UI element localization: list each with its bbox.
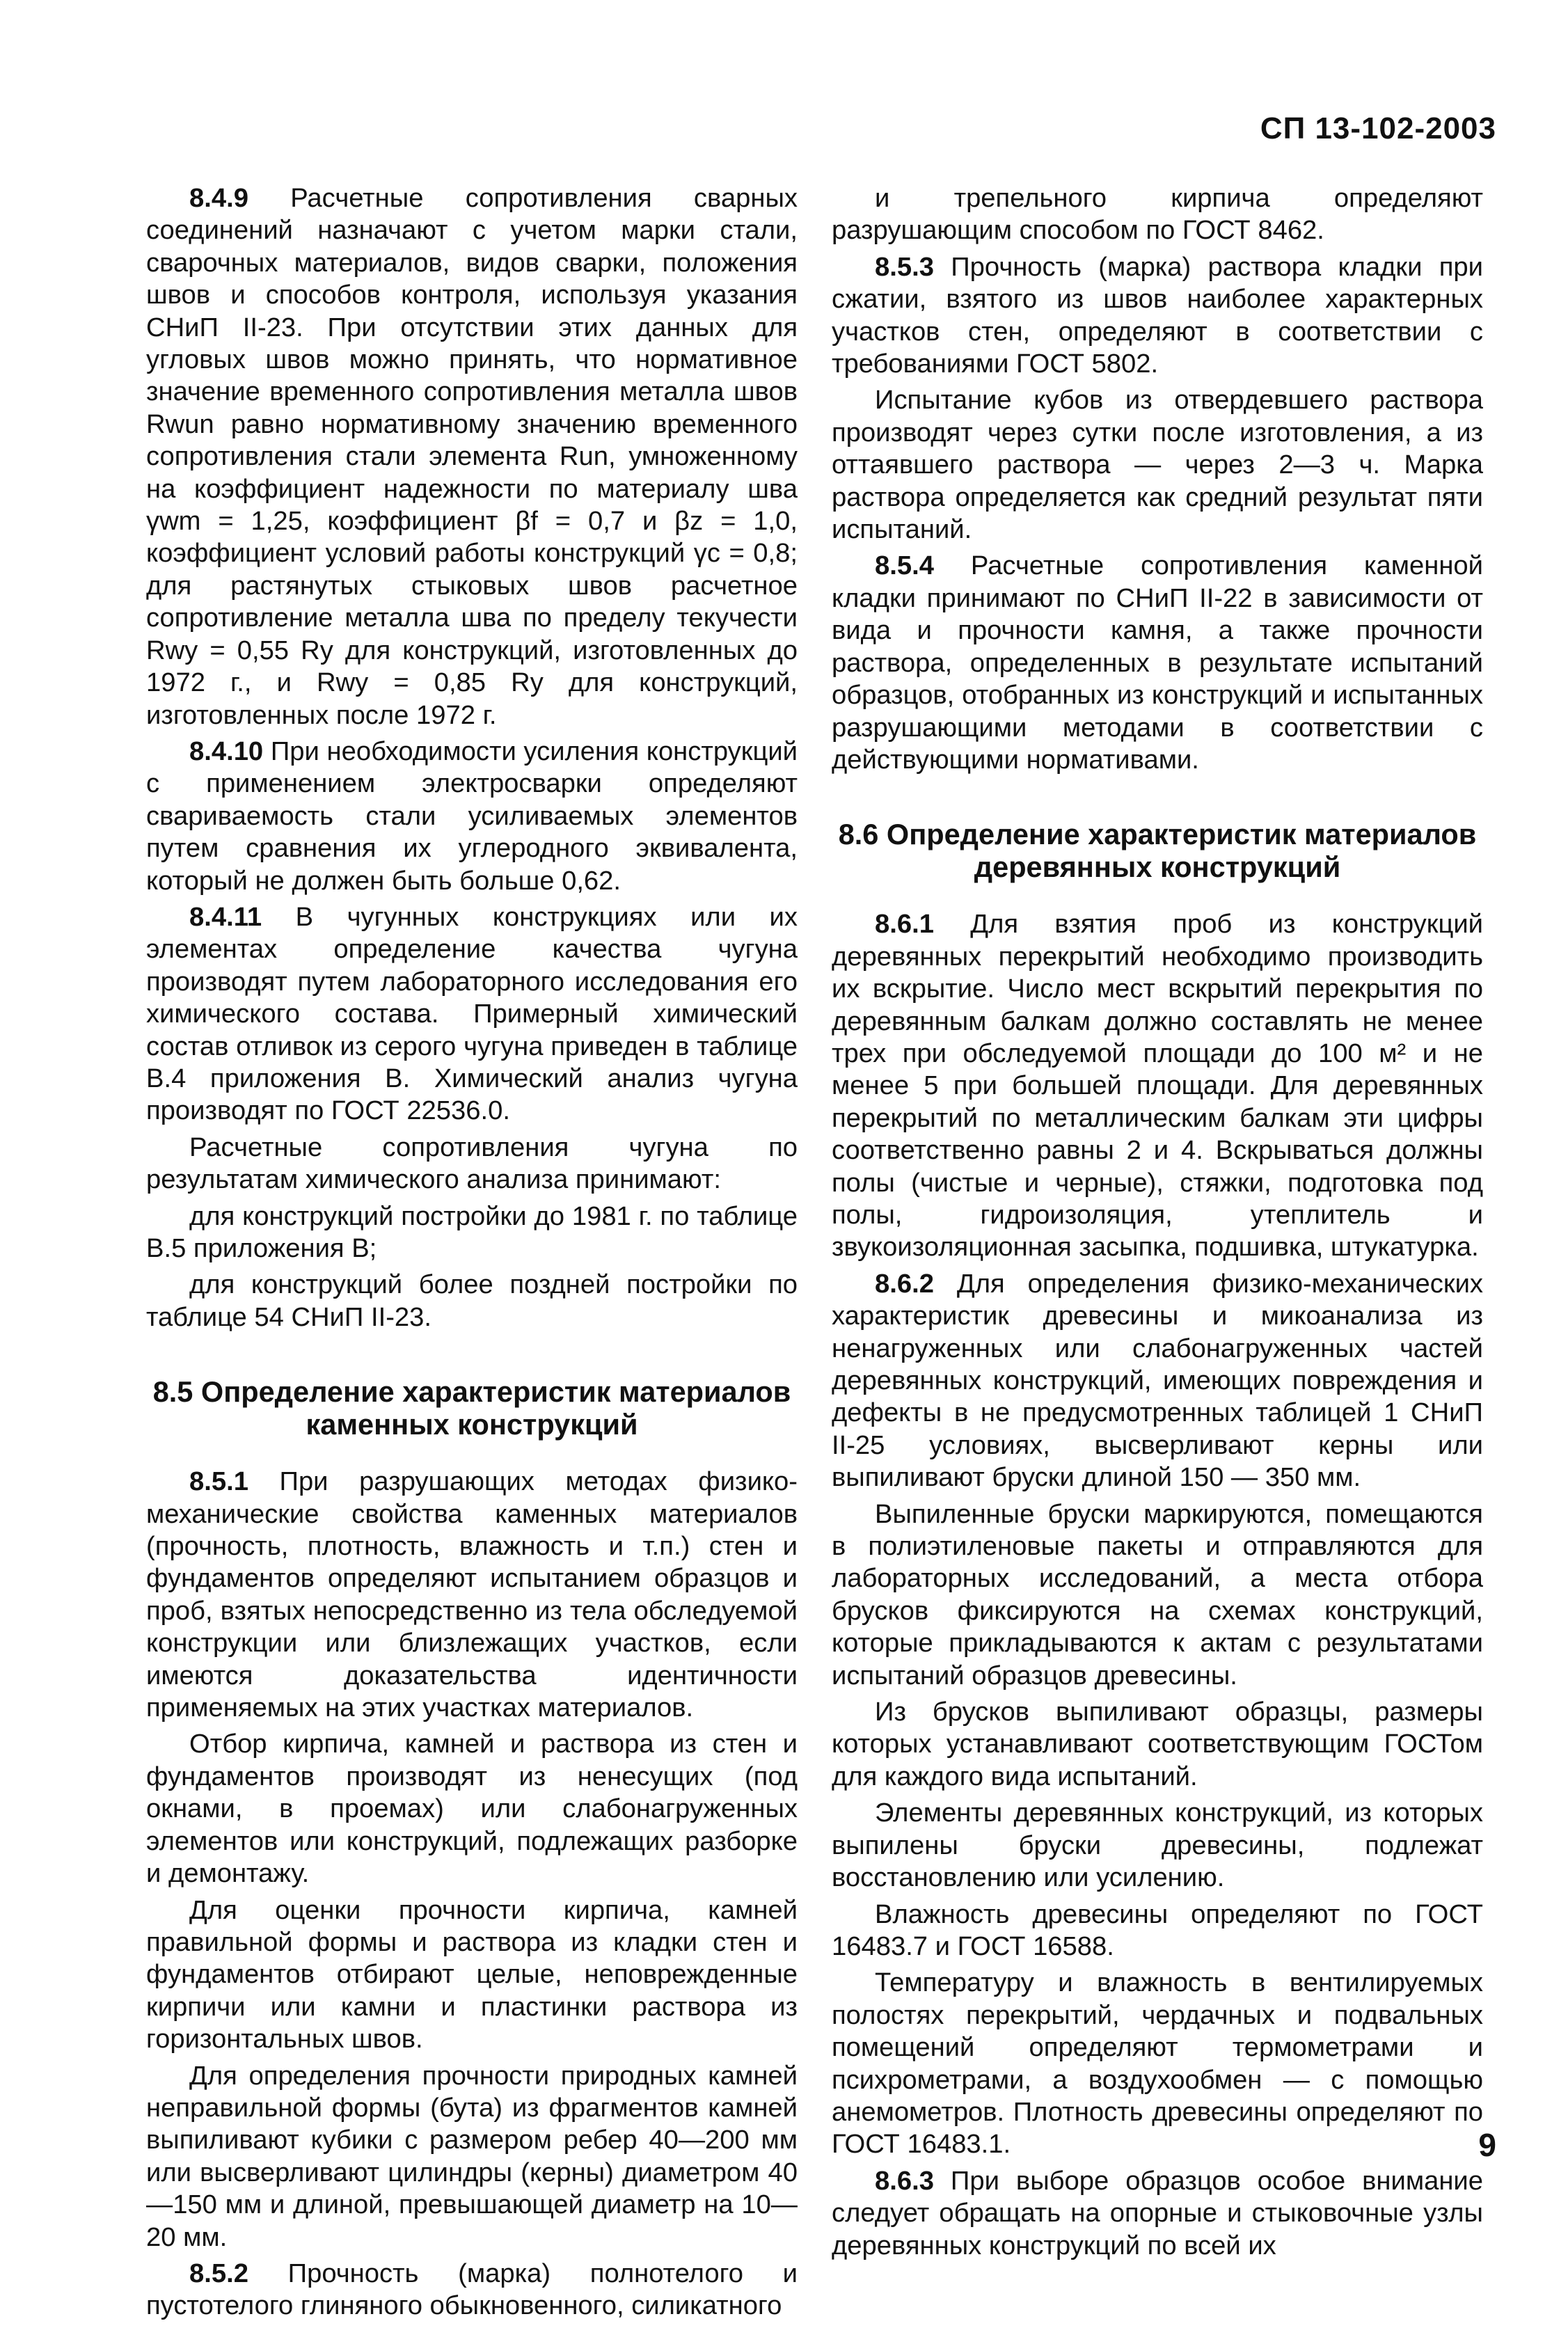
paragraph-text: Прочность (марка) раствора кладки при сжатии, взятого из швов наиболее характерных участков стен, определяют в соответствии с требованиями ГОСТ 5802. <box>832 251 1483 379</box>
paragraph-text: Влажность древесины определяют по ГОСТ 16483.7 и ГОСТ 16588. <box>832 1899 1483 1961</box>
left-column <box>146 182 798 2327</box>
right-column <box>832 182 1483 2266</box>
paragraph <box>832 1967 1483 2160</box>
paragraph <box>146 736 798 897</box>
paragraph <box>832 384 1483 546</box>
clause-number: 8.5.3 <box>875 251 934 282</box>
paragraph <box>146 1269 798 1333</box>
paragraph <box>832 182 1483 247</box>
paragraph-text: Испытание кубов из отвердевшего раствора производят через сутки после изготовления, а из оттаявшего раствора — через 2—3 ч. Марка раствора определяется как средний результат пяти испытаний. <box>832 385 1483 545</box>
document-code-header: СП 13-102-2003 <box>1260 111 1496 145</box>
clause-number: 8.6.3 <box>875 2165 934 2196</box>
paragraph <box>146 1201 798 1265</box>
paragraph-text: для конструкций более поздней постройки по таблице 54 СНиП II-23. <box>146 1269 798 1332</box>
paragraph <box>146 1728 798 1890</box>
paragraph <box>832 1498 1483 1692</box>
paragraph-text: Расчетные сопротивления каменной кладки принимают по СНиП II-22 в зависимости от вида и прочности камня, а также прочности раствора, определенных в результате испытаний образцов, отобранных из конструкций и испытанных разрушающими методами в соответствии с действующими нормативами. <box>832 551 1483 775</box>
paragraph-text: Прочность (марка) полнотелого и пустотелого глиняного обыкновенного, силикатного <box>146 2258 798 2321</box>
page-number: 9 <box>1478 2127 1496 2163</box>
paragraph <box>146 2258 798 2322</box>
paragraph <box>832 908 1483 1263</box>
paragraph-text: Из брусков выпиливают образцы, размеры которых устанавливают соответствующим ГОСТом для каждого вида испытаний. <box>832 1697 1483 1791</box>
paragraph-text: Отбор кирпича, камней и раствора из стен и фундаментов производят из ненесущих (под окнами, в проемах) или слабонагруженных элементов или конструкций, подлежащих разборке и демонтажу. <box>146 1729 798 1889</box>
section-heading-8-5: 8.5 Определение характеристик материалов каменных конструкций <box>152 1375 791 1441</box>
paragraph-text: При необходимости усиления конструкций с применением электросварки определяют свариваемость стали усиливаемых элементов путем сравнения их углеродного эквивалента, который не должен быть больше 0,62. <box>146 736 798 896</box>
paragraph-text: Расчетные сопротивления сварных соединений назначают с учетом марки стали, сварочных материалов, видов сварки, положения швов и способов контроля, используя указания СНиП II-23. При отсутствии этих данных для угловых швов можно принять, что нормативное значение временного сопротивления металла швов Rwun равно нормативному значению временного сопротивления стали элемента Run, умноженному на коэффициент надежности по материалу шва γwm = 1,25, коэффициент βf = 0,7 и βz = 1,0, коэффициент условий работы конструкций γc = 0,8; для растянутых стыковых швов расчетное сопротивление металла шва по пределу текучести Rwy = 0,55 Ry для конструкций, изготовленных до 1972 г., и Rwy = 0,85 Ry для конструкций, изготовленных после 1972 г. <box>146 183 798 730</box>
paragraph-text: Выпиленные бруски маркируются, помещаются в полиэтиленовые пакеты и отправляются для лабораторных исследований, а места отбора брусков фиксируются на схемах конструкций, которые прикладываются к актам с результатами испытаний образцов древесины. <box>832 1498 1483 1690</box>
paragraph <box>146 1132 798 1196</box>
paragraph-text: Расчетные сопротивления чугуна по результатам химического анализа принимают: <box>146 1132 798 1195</box>
paragraph <box>832 550 1483 776</box>
paragraph <box>146 1466 798 1724</box>
paragraph-text: Для взятия проб из конструкций деревянных перекрытий необходимо производить их вскрытие. Число мест вскрытий перекрытия по деревянным балкам должно составлять не менее трех при обследуемой площади до 100 м² и не менее 5 при большей площади. Для деревянных перекрытий по металлическим балкам эти цифры соответственно равны 2 и 4. Вскрываться должны полы (чистые и черные), стяжки, подготовка под полы, гидроизоляция, утеплитель и звукоизоляционная засыпка, подшивка, штукатурка. <box>832 909 1483 1262</box>
paragraph <box>146 901 798 1127</box>
clause-number: 8.4.9 <box>189 183 248 213</box>
section-8-6-paragraphs <box>832 908 1483 2262</box>
section-8-4-paragraphs <box>146 182 798 1333</box>
paragraph-text: Для определения физико-механических характеристик древесины и микоанализа из ненагруженных или слабонагруженных частей деревянных конструкций, имеющих повреждения и дефекты в не предусмотренных таблицей 1 СНиП II-25 условиях, высверливают керны или выпиливают бруски длиной 150 — 350 мм. <box>832 1268 1483 1493</box>
clause-number: 8.5.2 <box>189 2258 248 2288</box>
paragraph <box>832 1899 1483 1963</box>
section-8-5-paragraphs <box>146 1466 798 2322</box>
clause-number: 8.4.11 <box>189 901 262 932</box>
paragraph-text: Элементы деревянных конструкций, из которых выпилены бруски древесины, подлежат восстановлению или усилению. <box>832 1798 1483 1893</box>
paragraph <box>832 251 1483 381</box>
paragraph-text: Для определения прочности природных камней неправильной формы (бута) из фрагментов камней выпиливают кубики с размером ребер 40—200 мм или высверливают цилиндры (керны) диаметром 40—150 мм и длиной, превышающей диаметр на 10—20 мм. <box>146 2060 798 2252</box>
paragraph <box>832 2165 1483 2262</box>
clause-number: 8.6.2 <box>875 1268 934 1299</box>
paragraph <box>146 182 798 731</box>
paragraph-text: Для оценки прочности кирпича, камней правильной формы и раствора из кладки стен и фундаментов отбирают целые, неповрежденные кирпичи или камни и пластинки раствора из горизонтальных швов. <box>146 1894 798 2054</box>
paragraph-text: для конструкций постройки до 1981 г. по таблице В.5 приложения В; <box>146 1201 798 1263</box>
paragraph <box>832 1268 1483 1494</box>
section-heading-8-6: 8.6 Определение характеристик материалов деревянных конструкций <box>838 818 1477 884</box>
paragraph-text: При выборе образцов особое внимание следует обращать на опорные и стыковочные узлы деревянных конструкций по всей их <box>832 2165 1483 2260</box>
paragraph <box>832 1696 1483 1793</box>
clause-number: 8.4.10 <box>189 736 264 766</box>
paragraph-text: При разрушающих методах физико-механические свойства каменных материалов (прочность, плотность, влажность и т.п.) стен и фундаментов определяют испытанием образцов и проб, взятых непосредственно из тела обследуемой конструкции или близлежащих участков, если имеются доказательства идентичности применяемых на этих участках материалов. <box>146 1466 798 1723</box>
paragraph <box>832 1797 1483 1894</box>
clause-number: 8.6.1 <box>875 909 934 940</box>
paragraph-text: В чугунных конструкциях или их элементах определение качества чугуна производят путем лабораторного исследования его химического состава. Примерный химический состав отливок из серого чугуна приведен в таблице В.4 приложения В. Химический анализ чугуна производят по ГОСТ 22536.0. <box>146 901 798 1126</box>
clause-number: 8.5.1 <box>189 1466 248 1497</box>
paragraph-text: и трепельного кирпича определяют разрушающим способом по ГОСТ 8462. <box>832 183 1483 246</box>
clause-number: 8.5.4 <box>875 551 934 581</box>
paragraph <box>146 2060 798 2254</box>
paragraph <box>146 1894 798 2056</box>
section-8-5-continued-paragraphs <box>832 182 1483 776</box>
paragraph-text: Температуру и влажность в вентилируемых полостях перекрытий, чердачных и подвальных помещений определяют термометрами и психрометрами, а воздухообмен — с помощью анемометров. Плотность древесины определяют по ГОСТ 16483.1. <box>832 1967 1483 2160</box>
